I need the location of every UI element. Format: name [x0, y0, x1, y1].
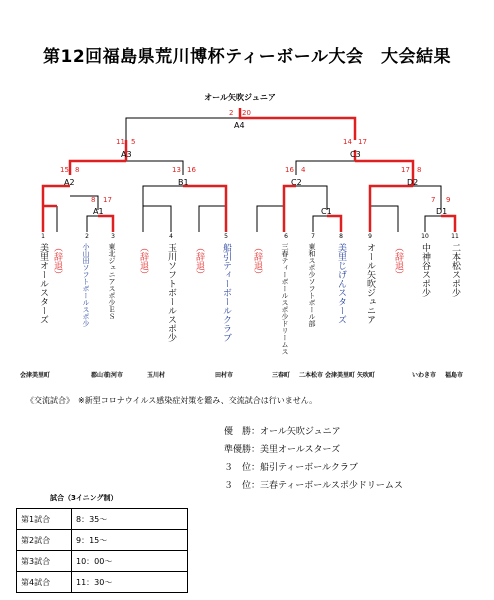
team-name: 三春ティーボールスポ少ドリームス	[281, 243, 289, 355]
node-c3: C3	[350, 150, 361, 159]
team-name: 美里オールスターズ	[38, 243, 48, 324]
city-label: 二本松市	[299, 372, 324, 379]
team-name: （辞退）	[252, 243, 262, 279]
score-b1: 13	[172, 166, 181, 174]
team-name: 美里じげんスターズ	[336, 243, 346, 324]
team-seed: 5	[224, 233, 228, 240]
exchange-match-note: 《交流試合》 ※新型コロナウイルス感染症対策を鑑み、交流試合は行いません。	[26, 396, 318, 405]
team-seed: 3	[111, 233, 115, 240]
city-label: 矢吹町	[357, 372, 376, 379]
score-a2: 15	[60, 166, 69, 174]
bracket-lines-red	[43, 108, 455, 232]
node-a4: A4	[234, 121, 245, 130]
schedule-time: 9：15～	[72, 530, 188, 551]
node-b1: B1	[178, 178, 189, 187]
tournament-bracket	[0, 0, 494, 240]
team-name: 船引ティーボールクラブ	[221, 243, 231, 342]
score-a1: 8	[91, 196, 96, 204]
node-d1: D1	[436, 207, 448, 216]
team-seed: 10	[421, 233, 429, 240]
team-name: （辞退）	[393, 243, 403, 279]
schedule-table	[16, 508, 188, 593]
score-c3b: 17	[358, 138, 367, 146]
node-d2: D2	[407, 178, 419, 187]
score-d1: 7	[431, 196, 436, 204]
team-seed: 11	[451, 233, 459, 240]
team-name: 玉川ソフトボールスポ少	[166, 243, 176, 342]
team-name: 二本松スポ少	[450, 243, 460, 297]
team-seed: 6	[284, 233, 288, 240]
final-results	[224, 423, 403, 495]
city-label: いわき市	[412, 372, 437, 379]
schedule-label: 第4試合	[17, 572, 72, 593]
score-b1b: 16	[187, 166, 196, 174]
score-c2b: 4	[301, 166, 306, 174]
schedule-label: 第3試合	[17, 551, 72, 572]
city-label: 会津美里町	[325, 372, 356, 379]
schedule-time: 8：35～	[72, 509, 188, 530]
schedule-label: 第1試合	[17, 509, 72, 530]
team-name: （辞退）	[138, 243, 148, 279]
schedule-time: 10：00～	[72, 551, 188, 572]
team-name: （辞退）	[52, 243, 62, 279]
schedule-title: 試合（3イニング制）	[50, 494, 118, 502]
score-a3: 11	[116, 138, 125, 146]
score-a3b: 5	[131, 138, 136, 146]
city-label: 白河市	[105, 372, 124, 379]
city-label: 田村市	[215, 372, 234, 379]
team-name: 東北ジュニアスポ少ＥＳ	[108, 243, 116, 320]
team-seed: 9	[368, 233, 372, 240]
table-row	[17, 509, 188, 530]
team-name: オール矢吹ジュニア	[365, 243, 375, 324]
node-c2: C2	[291, 178, 302, 187]
score-c2: 16	[285, 166, 294, 174]
city-label: 玉川村	[147, 372, 166, 379]
city-label: 福島市	[445, 372, 464, 379]
team-name: （辞退）	[194, 243, 204, 279]
result-runner-up: 準優勝：美里オールスターズ	[224, 445, 341, 455]
team-seed: 7	[311, 233, 315, 240]
result-champion: 優 勝：オール矢吹ジュニア	[224, 427, 341, 437]
schedule-time: 11：30～	[72, 572, 188, 593]
score-a2b: 8	[75, 166, 80, 174]
node-a3: A3	[121, 150, 132, 159]
table-row	[17, 572, 188, 593]
team-name: 小山田ソフトボールスポ少	[82, 243, 90, 327]
table-row	[17, 551, 188, 572]
node-c1: C1	[321, 207, 332, 216]
city-label: 郡山市	[91, 372, 110, 379]
score-a1b: 17	[103, 196, 112, 204]
score-d2b: 8	[417, 166, 422, 174]
result-third: ３ 位：船引ティーボールクラブ	[224, 463, 358, 473]
page-title: 第12回福島県荒川博杯ティーボール大会 大会結果	[43, 47, 451, 67]
team-seed: 8	[339, 233, 343, 240]
team-seed: 1	[41, 233, 45, 240]
city-label: 三春町	[272, 372, 291, 379]
node-a2: A2	[64, 178, 75, 187]
bracket-lines-black	[57, 118, 441, 232]
score-d1b: 9	[446, 196, 451, 204]
team-name: 東和スポ少ソフトボール部	[308, 243, 316, 327]
schedule-label: 第2試合	[17, 530, 72, 551]
node-a1: A1	[93, 207, 104, 216]
champion-label: オール矢吹ジュニア	[204, 93, 276, 102]
team-seed: 2	[85, 233, 89, 240]
result-third: ３ 位：三春ティーボールスポ少ドリームス	[224, 481, 403, 491]
score-d2: 17	[401, 166, 410, 174]
score-final-left: 2	[229, 109, 234, 117]
table-row	[17, 530, 188, 551]
team-seed: 4	[169, 233, 173, 240]
team-name: 中神谷スポ少	[420, 243, 430, 297]
city-label: 会津美里町	[20, 372, 51, 379]
score-final-right: 20	[242, 109, 251, 117]
score-c3: 14	[343, 138, 352, 146]
